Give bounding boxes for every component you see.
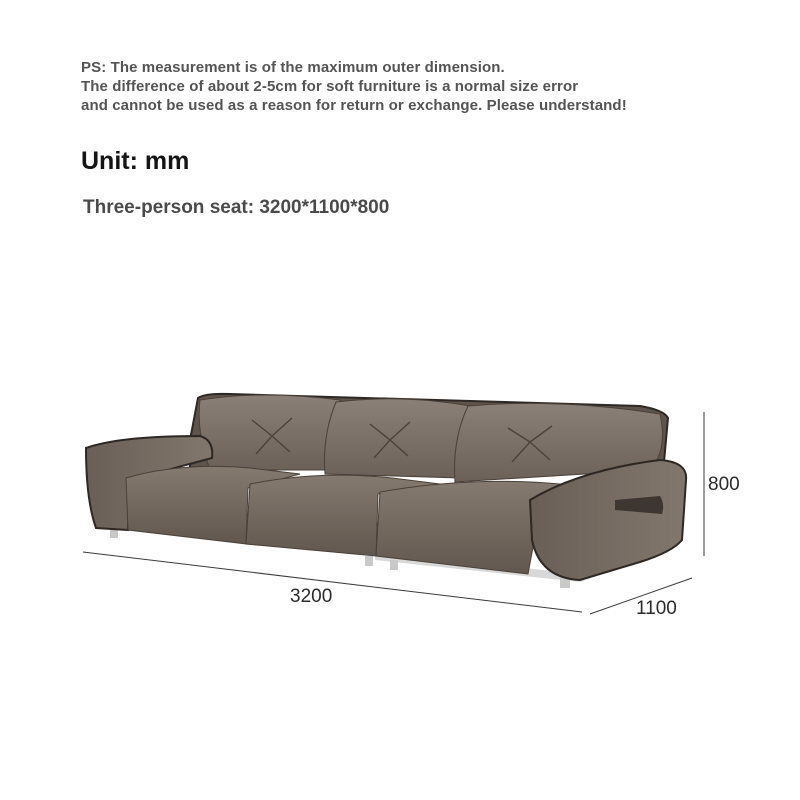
disclaimer-line-3: and cannot be used as a reason for return or exchange. Please understand! — [81, 97, 627, 114]
seat-spec: Three-person seat: 3200*1100*800 — [83, 197, 390, 218]
right-armrest — [530, 460, 686, 580]
depth-label: 1100 — [636, 598, 677, 619]
unit-heading: Unit: mm — [81, 147, 190, 175]
height-label: 800 — [708, 474, 740, 495]
sofa-foot — [365, 556, 373, 566]
sofa-foot — [110, 530, 118, 538]
seat-cushions — [126, 466, 590, 574]
sofa-foot — [390, 560, 398, 570]
disclaimer-line-2: The difference of about 2-5cm for soft furniture is a normal size error — [81, 78, 579, 95]
disclaimer-line-1: PS: The measurement is of the maximum outer dimension. — [81, 59, 505, 76]
back-cushions — [199, 395, 662, 482]
width-label: 3200 — [290, 586, 333, 607]
